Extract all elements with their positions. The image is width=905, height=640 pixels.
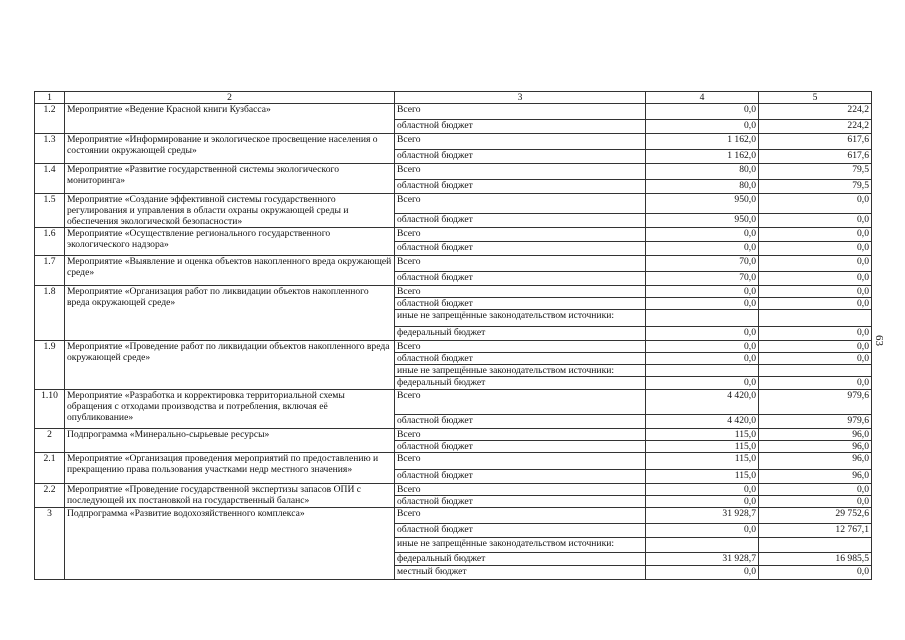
amount-col5: 0,0: [759, 327, 872, 341]
funding-source: областной бюджет: [395, 415, 646, 429]
funding-source: областной бюджет: [395, 470, 646, 484]
table-row: [35, 341, 872, 353]
table-row: [35, 104, 872, 120]
funding-source: иные не запрещённые законодательством источники:: [395, 365, 646, 377]
funding-source: Всего: [395, 453, 646, 470]
amount-col5: 0,0: [759, 496, 872, 508]
row-number: 1.6: [35, 228, 65, 256]
amount-col5: 96,0: [759, 453, 872, 470]
amount-col4: [646, 365, 759, 377]
funding-source: Всего: [395, 256, 646, 272]
column-header: 5: [759, 92, 872, 104]
table-row: [35, 508, 872, 524]
column-header: 1: [35, 92, 65, 104]
amount-col4: [646, 538, 759, 553]
table-row: [35, 453, 872, 470]
column-header: 4: [646, 92, 759, 104]
funding-source: областной бюджет: [395, 180, 646, 194]
activity-name: Мероприятие «Разработка и корректировка территориальной схемы обращения с отходами производства и потребления, включая её опубликование»: [65, 390, 395, 429]
row-number: 1.9: [35, 341, 65, 390]
funding-source: федеральный бюджет: [395, 327, 646, 341]
amount-col4: 70,0: [646, 256, 759, 272]
amount-col4: 0,0: [646, 120, 759, 134]
row-number: 2: [35, 429, 65, 453]
activity-name: Мероприятие «Проведение работ по ликвидации объектов накопленного вреда окружающей среде»: [65, 341, 395, 390]
funding-source: областной бюджет: [395, 496, 646, 508]
amount-col4: 950,0: [646, 214, 759, 228]
activity-name: Мероприятие «Информирование и экологическое просвещение населения о состоянии окружающей среды»: [65, 134, 395, 164]
row-number: 3: [35, 508, 65, 580]
amount-col4: 0,0: [646, 286, 759, 298]
funding-source: федеральный бюджет: [395, 553, 646, 566]
amount-col4: 0,0: [646, 298, 759, 310]
amount-col5: 0,0: [759, 484, 872, 496]
row-number: 1.8: [35, 286, 65, 341]
table-row: [35, 484, 872, 496]
amount-col4: 0,0: [646, 484, 759, 496]
amount-col4: 80,0: [646, 164, 759, 180]
amount-col5: 0,0: [759, 256, 872, 272]
amount-col5: 0,0: [759, 341, 872, 353]
funding-source: областной бюджет: [395, 242, 646, 256]
amount-col5: 12 767,1: [759, 524, 872, 538]
amount-col5: 0,0: [759, 377, 872, 390]
amount-col5: 617,6: [759, 150, 872, 164]
amount-col4: 0,0: [646, 377, 759, 390]
amount-col4: 0,0: [646, 104, 759, 120]
row-number: 1.10: [35, 390, 65, 429]
amount-col4: 115,0: [646, 441, 759, 453]
amount-col5: 0,0: [759, 194, 872, 214]
column-header: 2: [65, 92, 395, 104]
amount-col5: 979,6: [759, 415, 872, 429]
amount-col4: 0,0: [646, 327, 759, 341]
amount-col5: 617,6: [759, 134, 872, 150]
amount-col4: [646, 310, 759, 327]
amount-col4: 1 162,0: [646, 150, 759, 164]
amount-col4: 70,0: [646, 272, 759, 286]
table-row: [35, 256, 872, 272]
amount-col4: 1 162,0: [646, 134, 759, 150]
amount-col5: 0,0: [759, 214, 872, 228]
amount-col5: 224,2: [759, 120, 872, 134]
amount-col5: 979,6: [759, 390, 872, 415]
amount-col4: 80,0: [646, 180, 759, 194]
amount-col4: 115,0: [646, 470, 759, 484]
amount-col5: 0,0: [759, 566, 872, 580]
amount-col5: 96,0: [759, 441, 872, 453]
funding-source: Всего: [395, 104, 646, 120]
amount-col5: 0,0: [759, 228, 872, 242]
amount-col4: 0,0: [646, 353, 759, 365]
row-number: 1.7: [35, 256, 65, 286]
amount-col5: 16 985,5: [759, 553, 872, 566]
column-header: 3: [395, 92, 646, 104]
amount-col4: 0,0: [646, 242, 759, 256]
funding-source: областной бюджет: [395, 272, 646, 286]
activity-name: Мероприятие «Проведение государственной экспертизы запасов ОПИ с последующей их постановкой на государственный баланс»: [65, 484, 395, 508]
activity-name: Мероприятие «Организация работ по ликвидации объектов накопленного вреда окружающей среде»: [65, 286, 395, 341]
amount-col4: 0,0: [646, 341, 759, 353]
table-header-row: [35, 92, 872, 104]
amount-col5: 224,2: [759, 104, 872, 120]
amount-col4: 115,0: [646, 429, 759, 441]
amount-col4: 115,0: [646, 453, 759, 470]
amount-col5: 79,5: [759, 180, 872, 194]
amount-col5: [759, 538, 872, 553]
amount-col5: 0,0: [759, 242, 872, 256]
row-number: 2.1: [35, 453, 65, 484]
table-row: [35, 134, 872, 150]
funding-source: Всего: [395, 341, 646, 353]
funding-source: Всего: [395, 164, 646, 180]
amount-col4: 0,0: [646, 496, 759, 508]
funding-source: областной бюджет: [395, 441, 646, 453]
funding-source: Всего: [395, 429, 646, 441]
table-row: [35, 390, 872, 415]
budget-table: [34, 91, 872, 580]
funding-source: Всего: [395, 508, 646, 524]
amount-col4: 0,0: [646, 524, 759, 538]
activity-name: Подпрограмма «Минерально-сырьевые ресурсы»: [65, 429, 395, 453]
activity-name: Подпрограмма «Развитие водохозяйственного комплекса»: [65, 508, 395, 580]
funding-source: областной бюджет: [395, 524, 646, 538]
activity-name: Мероприятие «Организация проведения мероприятий по предоставлению и прекращению права пользования участками недр местного значения»: [65, 453, 395, 484]
funding-source: Всего: [395, 390, 646, 415]
amount-col5: 0,0: [759, 272, 872, 286]
funding-source: Всего: [395, 484, 646, 496]
funding-source: областной бюджет: [395, 298, 646, 310]
amount-col5: 96,0: [759, 470, 872, 484]
amount-col5: 79,5: [759, 164, 872, 180]
funding-source: местный бюджет: [395, 566, 646, 580]
amount-col5: [759, 365, 872, 377]
funding-source: иные не запрещённые законодательством источники:: [395, 538, 646, 553]
amount-col5: [759, 310, 872, 327]
amount-col4: 4 420,0: [646, 415, 759, 429]
amount-col4: 950,0: [646, 194, 759, 214]
funding-source: Всего: [395, 228, 646, 242]
table-row: [35, 194, 872, 214]
funding-source: федеральный бюджет: [395, 377, 646, 390]
amount-col4: 0,0: [646, 228, 759, 242]
activity-name: Мероприятие «Развитие государственной системы экологического мониторинга»: [65, 164, 395, 194]
activity-name: Мероприятие «Осуществление регионального государственного экологического надзора»: [65, 228, 395, 256]
funding-source: областной бюджет: [395, 150, 646, 164]
amount-col4: 31 928,7: [646, 553, 759, 566]
table-row: [35, 228, 872, 242]
row-number: 2.2: [35, 484, 65, 508]
funding-source: областной бюджет: [395, 353, 646, 365]
table-row: [35, 429, 872, 441]
activity-name: Мероприятие «Ведение Красной книги Кузбасса»: [65, 104, 395, 134]
activity-name: Мероприятие «Создание эффективной системы государственного регулирования и управления в области охраны окружающей среды и обеспечения экологической безопасности»: [65, 194, 395, 228]
row-number: 1.2: [35, 104, 65, 134]
funding-source: иные не запрещённые законодательством источники:: [395, 310, 646, 327]
amount-col5: 0,0: [759, 286, 872, 298]
table-row: [35, 164, 872, 180]
funding-source: областной бюджет: [395, 120, 646, 134]
row-number: 1.5: [35, 194, 65, 228]
amount-col4: 31 928,7: [646, 508, 759, 524]
amount-col4: 0,0: [646, 566, 759, 580]
table-row: [35, 286, 872, 298]
amount-col4: 4 420,0: [646, 390, 759, 415]
funding-source: Всего: [395, 286, 646, 298]
funding-source: Всего: [395, 194, 646, 214]
amount-col5: 29 752,6: [759, 508, 872, 524]
amount-col5: 96,0: [759, 429, 872, 441]
row-number: 1.4: [35, 164, 65, 194]
funding-source: Всего: [395, 134, 646, 150]
funding-source: областной бюджет: [395, 214, 646, 228]
page-number: 63: [873, 335, 885, 346]
row-number: 1.3: [35, 134, 65, 164]
activity-name: Мероприятие «Выявление и оценка объектов накопленного вреда окружающей среде»: [65, 256, 395, 286]
amount-col5: 0,0: [759, 298, 872, 310]
amount-col5: 0,0: [759, 353, 872, 365]
